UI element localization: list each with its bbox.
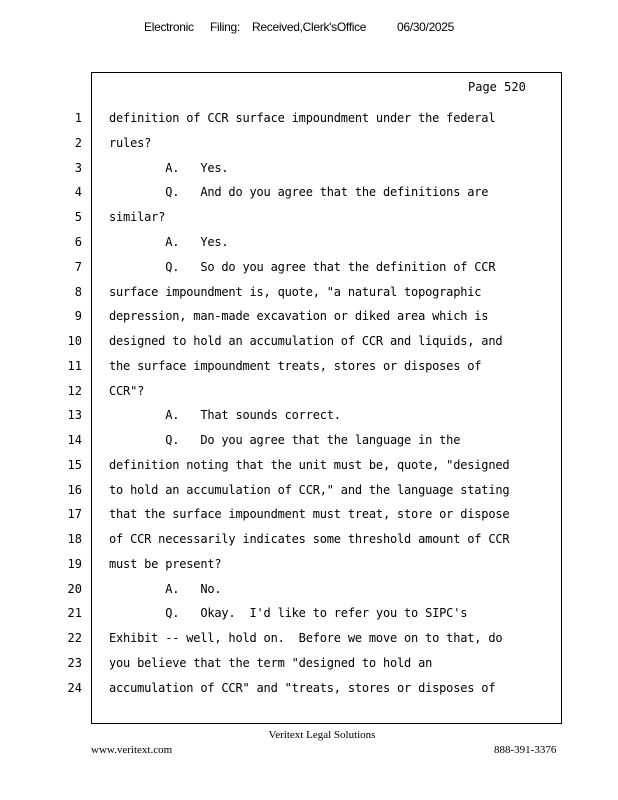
page-number: Page 520 xyxy=(468,80,526,94)
transcript-line: depression, man-made excavation or diked area which is xyxy=(109,309,489,323)
transcript-line: rules? xyxy=(109,136,152,150)
line-number: 16 xyxy=(67,483,82,497)
transcript-line: that the surface impoundment must treat, store or dispose xyxy=(109,507,510,521)
line-number: 20 xyxy=(67,582,82,596)
footer-website: www.veritext.com xyxy=(91,744,173,756)
transcript-line: accumulation of CCR" and "treats, stores or disposes of xyxy=(109,681,496,695)
transcript-line: CCR"? xyxy=(109,384,145,398)
transcript-line: the surface impoundment treats, stores or disposes of xyxy=(109,359,482,373)
transcript-line: you believe that the term "designed to hold an xyxy=(109,656,433,670)
line-number: 21 xyxy=(67,606,82,620)
transcript-line: Exhibit -- well, hold on. Before we move on to that, do xyxy=(109,631,503,645)
line-number: 4 xyxy=(74,185,82,199)
transcript-line: Q. So do you agree that the definition of CCR xyxy=(109,260,496,274)
transcript-line: surface impoundment is, quote, "a natural topographic xyxy=(109,285,482,299)
transcript-line: Q. Okay. I'd like to refer you to SIPC's xyxy=(109,606,468,620)
line-number: 11 xyxy=(67,359,82,373)
line-number: 5 xyxy=(74,210,82,224)
line-number: 10 xyxy=(67,334,82,348)
transcript-line: designed to hold an accumulation of CCR and liquids, and xyxy=(109,334,503,348)
transcript-line: to hold an accumulation of CCR," and the language stating xyxy=(109,483,510,497)
transcript-line: definition noting that the unit must be, quote, "designed xyxy=(109,458,510,472)
transcript-line: A. Yes. xyxy=(109,161,229,175)
transcript-line: A. Yes. xyxy=(109,235,229,249)
line-number: 23 xyxy=(67,656,82,670)
transcript-line: must be present? xyxy=(109,557,222,571)
line-number: 2 xyxy=(74,136,82,150)
filing-header-filing: Filing: xyxy=(210,20,240,34)
line-number: 18 xyxy=(67,532,82,546)
line-number: 19 xyxy=(67,557,82,571)
line-number: 6 xyxy=(74,235,82,249)
transcript-line: similar? xyxy=(109,210,166,224)
transcript-line: Q. And do you agree that the definitions are xyxy=(109,185,489,199)
footer-company: Veritext Legal Solutions xyxy=(268,729,376,741)
line-number: 1 xyxy=(74,111,82,125)
line-number: 15 xyxy=(67,458,82,472)
line-number: 22 xyxy=(67,631,82,645)
filing-header xyxy=(0,20,618,38)
line-number: 7 xyxy=(74,260,82,274)
transcript-line: A. No. xyxy=(109,582,222,596)
line-number: 17 xyxy=(67,507,82,521)
transcript-line: definition of CCR surface impoundment under the federal xyxy=(109,111,496,125)
line-number: 13 xyxy=(67,408,82,422)
line-number: 8 xyxy=(74,285,82,299)
footer-phone: 888-391-3376 xyxy=(494,744,557,756)
line-number: 9 xyxy=(74,309,82,323)
filing-header-electronic: Electronic xyxy=(144,20,194,34)
line-number: 3 xyxy=(74,161,82,175)
transcript-line: A. That sounds correct. xyxy=(109,408,341,422)
line-number: 24 xyxy=(67,681,82,695)
transcript-line: Q. Do you agree that the language in the xyxy=(109,433,461,447)
line-number: 14 xyxy=(67,433,82,447)
filing-header-date: 06/30/2025 xyxy=(397,20,455,34)
line-number: 12 xyxy=(67,384,82,398)
filing-header-received: Received,Clerk'sOffice xyxy=(252,20,367,34)
transcript-line: of CCR necessarily indicates some threshold amount of CCR xyxy=(109,532,510,546)
